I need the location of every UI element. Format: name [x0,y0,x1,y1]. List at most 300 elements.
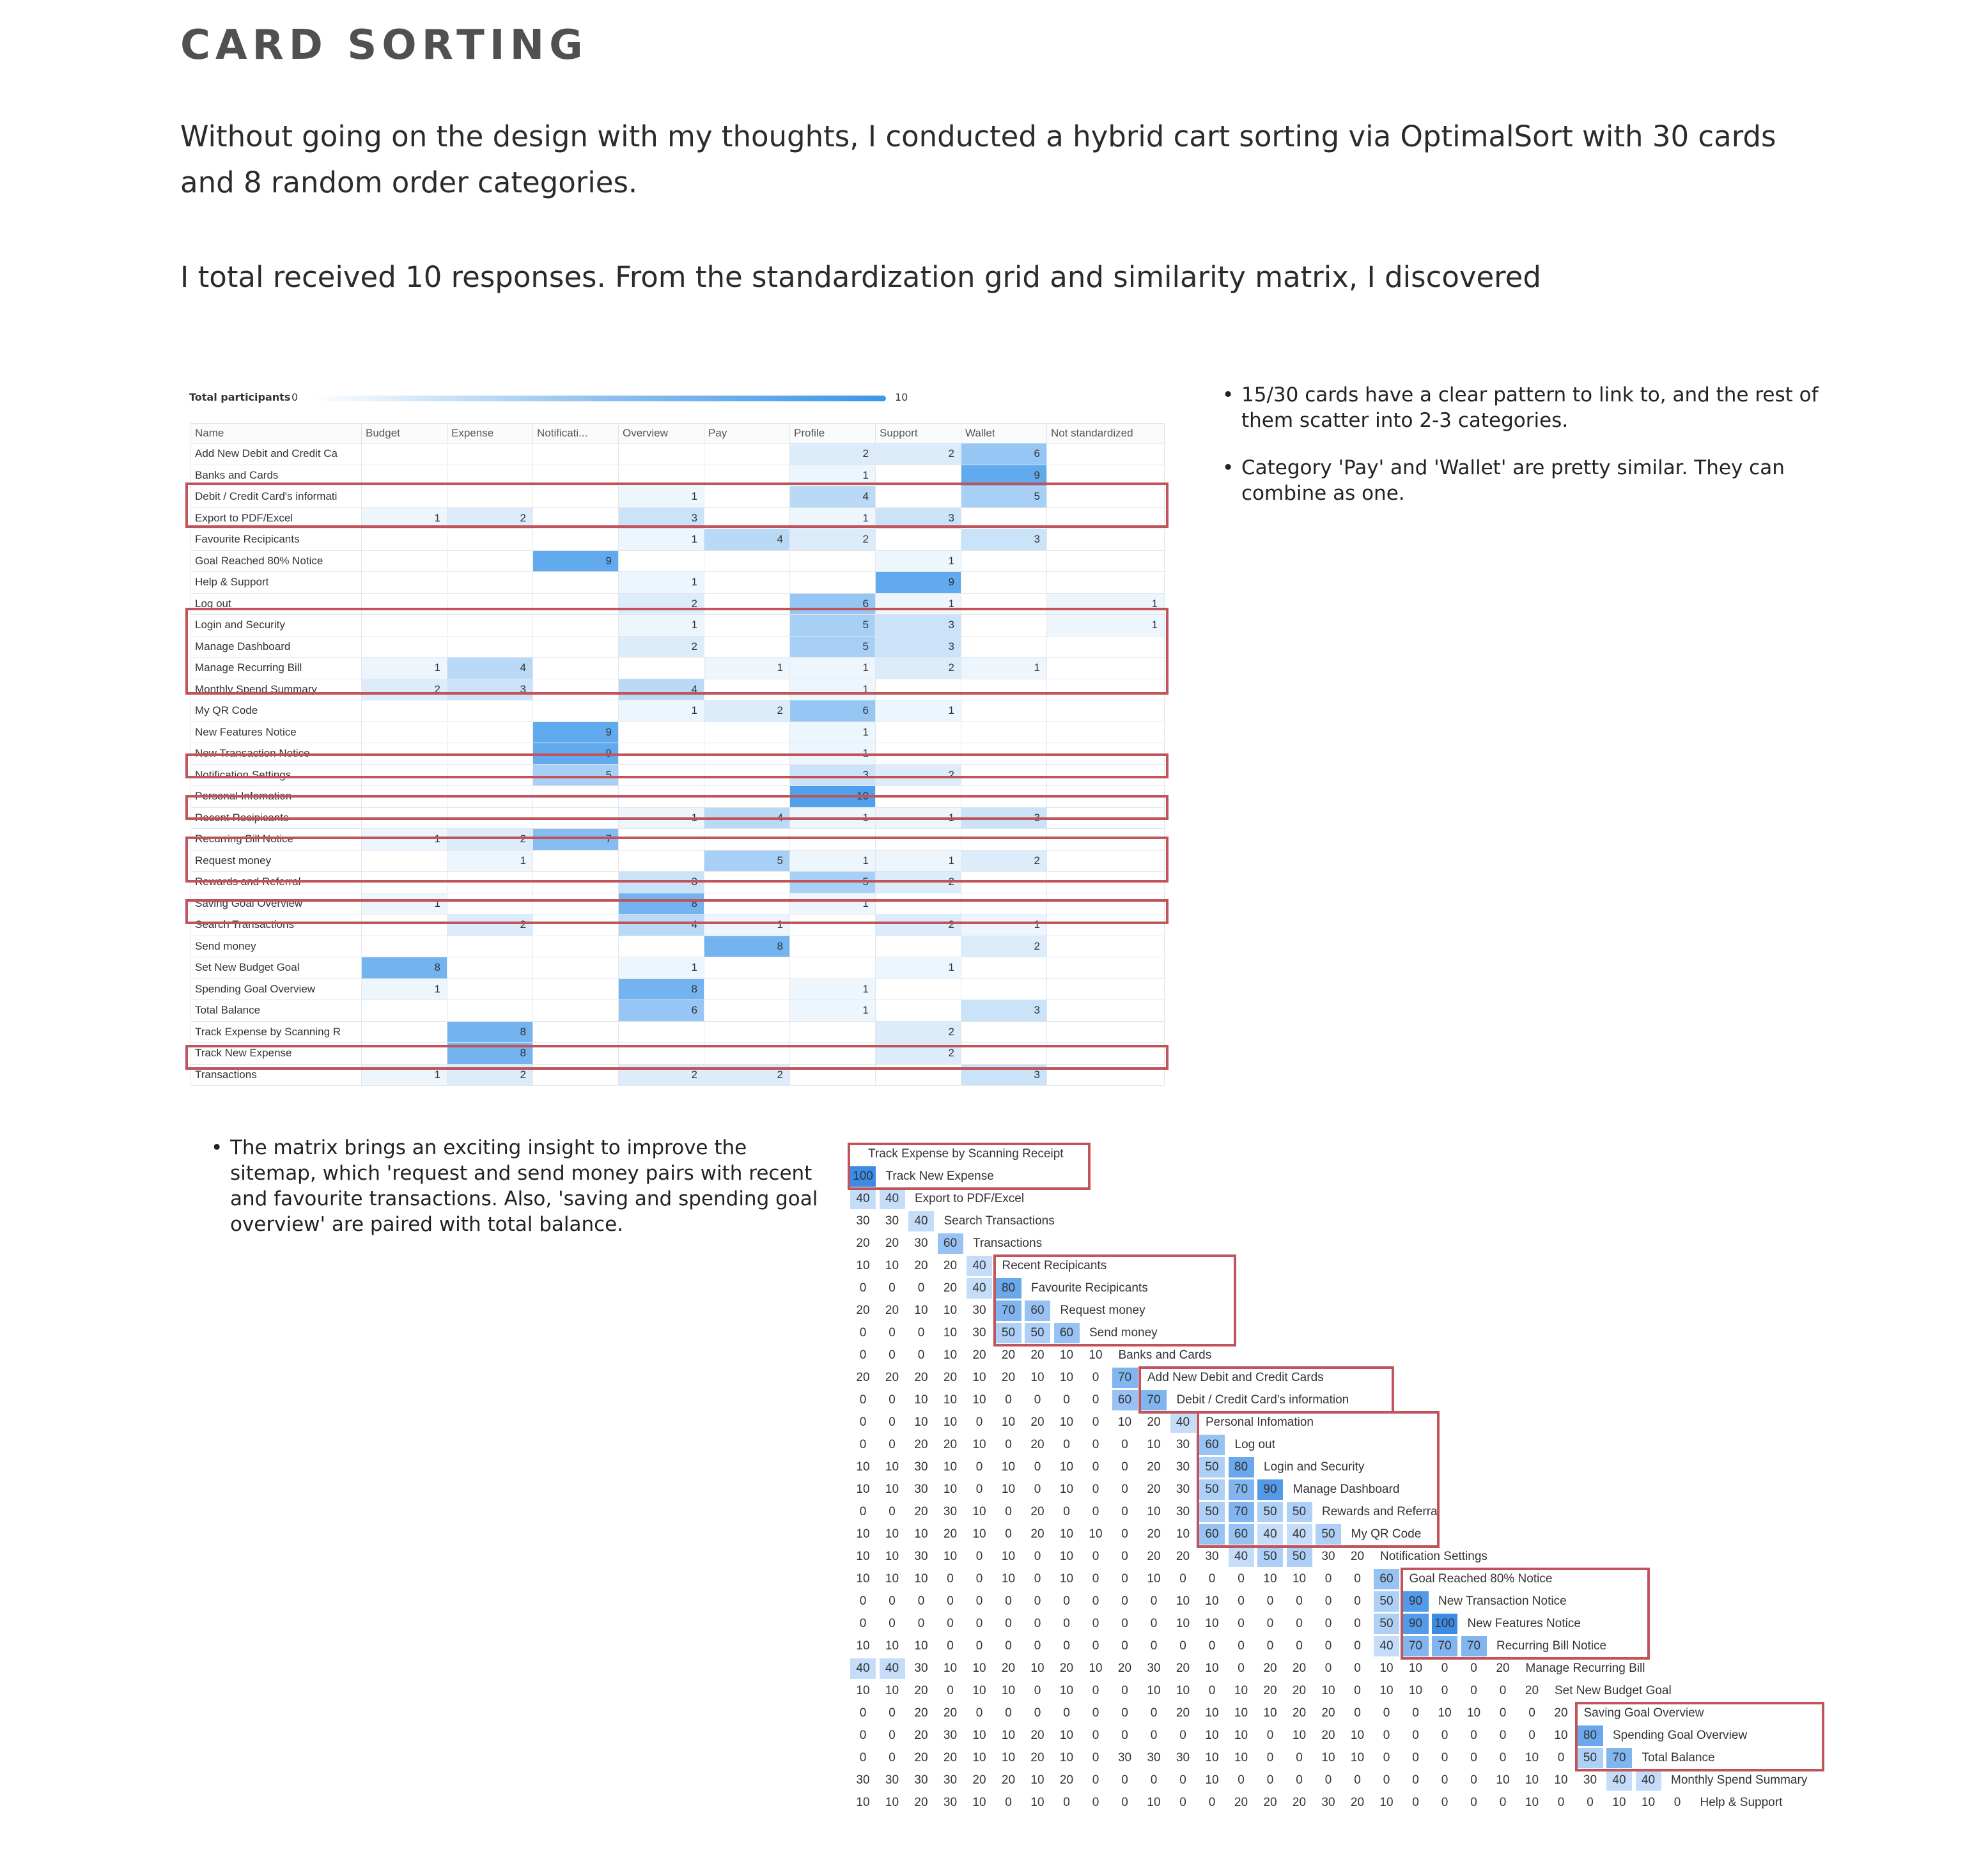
matrix-row-label: Help & Support [1700,1796,1783,1809]
grid-cell: 1 [619,700,704,722]
matrix-cell: 20 [1321,1729,1335,1742]
matrix-cell: 10 [1059,1572,1074,1586]
matrix-cell: 30 [1205,1550,1219,1563]
matrix-cell: 0 [1499,1706,1507,1720]
matrix-cell: 10 [972,1527,986,1541]
matrix-cell: 30 [1117,1751,1132,1764]
grid-row [191,1021,1165,1043]
grid-cell [533,615,619,637]
matrix-cell: 30 [914,1483,928,1496]
matrix-cell: 10 [1292,1572,1307,1586]
grid-cell: 1 [704,658,790,679]
matrix-cell: 40 [1170,1412,1196,1433]
grid-cell [961,572,1047,594]
grid-row [191,465,1165,486]
grid-cell [362,444,447,465]
matrix-cell: 0 [889,1594,896,1608]
matrix-cell: 0 [975,1594,983,1608]
matrix-cell: 0 [1499,1729,1507,1742]
matrix-cell: 10 [856,1550,870,1563]
grid-row [191,914,1165,936]
grid-column-header[interactable]: Expense [447,424,533,444]
grid-cell [619,444,704,465]
grid-row [191,743,1165,765]
grid-cell: 9 [533,550,619,572]
matrix-cell: 0 [1034,1617,1041,1630]
matrix-cell: 10 [1147,1796,1161,1809]
grid-cell [1047,529,1165,551]
grid-cell: 1 [876,807,961,829]
matrix-row-label: Log out [1234,1438,1275,1451]
grid-cell: 7 [533,829,619,851]
grid-cell: 3 [876,615,961,637]
grid-card-name: New Transaction Notice [191,743,362,765]
grid-cell: 1 [362,829,447,851]
matrix-cell: 20 [1147,1460,1161,1474]
matrix-cell: 10 [1321,1751,1335,1764]
matrix-cell: 0 [1499,1684,1507,1697]
grid-cell [447,486,533,508]
matrix-cell: 0 [1441,1751,1448,1764]
grid-cell: 8 [447,1043,533,1065]
matrix-cell: 0 [1383,1773,1390,1787]
grid-column-header[interactable]: Name [191,424,362,444]
grid-cell [961,786,1047,808]
grid-cell: 1 [961,658,1047,679]
matrix-cell: 20 [1350,1796,1365,1809]
grid-cell [704,743,790,765]
matrix-cell: 10 [914,1393,928,1407]
grid-cell [961,679,1047,700]
matrix-cell: 10 [1612,1796,1626,1809]
matrix-cell: 0 [1441,1773,1448,1787]
matrix-cell: 60 [1054,1323,1080,1343]
insight-item: • Category 'Pay' and 'Wallet' are pretty similar. They can combine as one. [1222,455,1861,506]
matrix-cell: 100 [850,1166,876,1187]
matrix-cell: 40 [1229,1547,1254,1567]
grid-row [191,893,1165,914]
matrix-cell: 30 [1147,1662,1161,1675]
grid-cell: 9 [961,465,1047,486]
matrix-cell: 10 [1234,1751,1248,1764]
grid-cell: 4 [447,658,533,679]
matrix-cell: 10 [1059,1483,1074,1496]
matrix-cell: 10 [885,1550,899,1563]
grid-cell: 9 [533,722,619,743]
grid-cell [447,807,533,829]
matrix-cell: 0 [1266,1729,1274,1742]
matrix-cell: 0 [1354,1773,1361,1787]
matrix-cell: 10 [1205,1594,1219,1608]
matrix-cell: 0 [889,1729,896,1742]
grid-cell [1047,658,1165,679]
matrix-cell: 30 [914,1550,928,1563]
matrix-cell: 10 [1001,1460,1016,1474]
matrix-cell: 10 [1525,1751,1539,1764]
grid-cell [1047,1043,1165,1065]
matrix-cell: 10 [1292,1729,1307,1742]
matrix-cell: 10 [1350,1729,1365,1742]
matrix-row-label: Favourite Recipicants [1031,1281,1148,1295]
matrix-cell: 0 [1324,1662,1332,1675]
matrix-cell: 30 [856,1773,870,1787]
matrix-cell: 10 [885,1684,899,1697]
matrix-cell: 10 [1059,1527,1074,1541]
grid-column-header[interactable]: Profile [790,424,876,444]
grid-cell: 3 [447,679,533,700]
grid-cell [362,465,447,486]
grid-cell: 1 [619,529,704,551]
matrix-cell: 30 [1321,1550,1335,1563]
matrix-cell: 10 [856,1684,870,1697]
matrix-cell: 70 [1461,1636,1487,1656]
grid-column-header[interactable]: Wallet [961,424,1047,444]
grid-cell [533,636,619,658]
matrix-cell: 0 [889,1393,896,1407]
grid-cell: 1 [876,593,961,615]
matrix-row-label: Notification Settings [1380,1550,1487,1563]
grid-cell [447,572,533,594]
matrix-cell: 0 [947,1684,954,1697]
matrix-cell: 40 [850,1189,876,1209]
matrix-cell: 10 [1089,1527,1103,1541]
grid-row [191,1000,1165,1022]
matrix-cell: 90 [1403,1614,1429,1634]
matrix-cell: 0 [1441,1684,1448,1697]
matrix-cell: 0 [1324,1773,1332,1787]
grid-cell: 5 [790,636,876,658]
matrix-cell: 20 [885,1237,899,1250]
matrix-cell: 0 [1266,1594,1274,1608]
grid-cell [704,507,790,529]
grid-cell [790,914,876,936]
page-title: CARD SORTING [180,22,588,69]
matrix-cell: 10 [1059,1729,1074,1742]
matrix-cell: 0 [889,1505,896,1518]
grid-cell [1047,679,1165,700]
grid-cell: 8 [447,1021,533,1043]
grid-cell [704,636,790,658]
grid-cell [533,658,619,679]
matrix-cell: 0 [1121,1594,1128,1608]
matrix-cell: 0 [1063,1505,1070,1518]
grid-cell [362,529,447,551]
similarity-matrix [850,1144,1841,1815]
matrix-cell: 0 [1034,1639,1041,1653]
grid-cell [876,1064,961,1086]
grid-card-name: Export to PDF/Excel [191,507,362,529]
matrix-cell: 10 [972,1796,986,1809]
grid-row [191,764,1165,786]
grid-header-row [191,424,1165,444]
matrix-cell: 20 [914,1259,928,1272]
matrix-cell: 20 [1030,1527,1044,1541]
matrix-row-label: Manage Dashboard [1293,1483,1400,1496]
grid-cell: 2 [876,914,961,936]
grid-column-header[interactable]: Budget [362,424,447,444]
matrix-cell: 10 [1379,1662,1394,1675]
grid-cell: 3 [790,764,876,786]
matrix-cell: 40 [967,1256,992,1276]
matrix-cell: 20 [1176,1550,1190,1563]
matrix-cell: 20 [914,1684,928,1697]
matrix-cell: 0 [1324,1594,1332,1608]
grid-cell: 2 [876,444,961,465]
grid-cell [533,679,619,700]
matrix-cell: 40 [967,1278,992,1299]
grid-cell [961,636,1047,658]
matrix-cell: 0 [1092,1796,1099,1809]
matrix-cell: 0 [1034,1393,1041,1407]
matrix-cell: 10 [1001,1572,1016,1586]
grid-column-header[interactable]: Support [876,424,961,444]
matrix-cell: 0 [1150,1729,1158,1742]
matrix-cell: 20 [914,1371,928,1384]
matrix-cell: 0 [1005,1617,1012,1630]
grid-card-name: Track New Expense [191,1043,362,1065]
matrix-cell: 10 [1496,1773,1510,1787]
matrix-cell: 20 [972,1773,986,1787]
matrix-cell: 20 [1030,1416,1044,1429]
grid-cell [619,1043,704,1065]
grid-cell [447,444,533,465]
grid-cell [362,764,447,786]
grid-cell: 2 [790,444,876,465]
grid-cell: 5 [961,486,1047,508]
matrix-cell: 10 [856,1572,870,1586]
matrix-cell: 0 [1296,1751,1303,1764]
grid-row [191,872,1165,893]
grid-column-header[interactable]: Overview [619,424,704,444]
matrix-cell: 0 [975,1617,983,1630]
matrix-cell: 0 [975,1639,983,1653]
grid-cell [533,807,619,829]
matrix-row-label: Track Expense by Scanning Receipt [868,1147,1064,1161]
matrix-cell: 80 [1229,1457,1254,1478]
grid-cell [533,1000,619,1022]
grid-cell [447,936,533,957]
grid-column-header[interactable]: Notificati... [533,424,619,444]
matrix-cell: 10 [856,1259,870,1272]
matrix-cell: 70 [1229,1479,1254,1500]
grid-cell [1047,486,1165,508]
grid-card-name: Saving Goal Overview [191,893,362,914]
grid-cell: 2 [447,914,533,936]
matrix-cell: 0 [859,1416,867,1429]
matrix-cell: 10 [972,1371,986,1384]
matrix-cell: 30 [1583,1773,1597,1787]
matrix-cell: 0 [947,1639,954,1653]
grid-card-name: Manage Recurring Bill [191,658,362,679]
matrix-cell: 0 [975,1550,983,1563]
grid-card-name: Track Expense by Scanning R [191,1021,362,1043]
matrix-cell: 0 [1121,1483,1128,1496]
grid-cell [362,850,447,872]
grid-cell [1047,786,1165,808]
matrix-cell: 20 [1554,1706,1568,1720]
matrix-cell: 0 [889,1281,896,1295]
grid-cell: 3 [876,636,961,658]
grid-cell [1047,700,1165,722]
grid-cell: 1 [1047,615,1165,637]
matrix-cell: 30 [914,1773,928,1787]
grid-cell [961,700,1047,722]
matrix-cell: 0 [1208,1572,1216,1586]
matrix-cell: 10 [1147,1572,1161,1586]
matrix-row-label: Personal Infomation [1206,1416,1314,1429]
matrix-row-label: Transactions [973,1237,1043,1250]
matrix-cell: 20 [914,1438,928,1451]
grid-cell [704,1021,790,1043]
matrix-cell: 30 [972,1326,986,1339]
matrix-cell: 0 [1121,1572,1128,1586]
matrix-cell: 40 [880,1658,905,1679]
matrix-cell: 10 [1176,1594,1190,1608]
grid-card-name: Add New Debit and Credit Ca [191,444,362,465]
grid-cell [619,722,704,743]
grid-cell [533,700,619,722]
matrix-cell: 50 [1199,1479,1225,1500]
matrix-cell: 0 [1121,1706,1128,1720]
matrix-cell: 0 [1092,1729,1099,1742]
matrix-cell: 70 [1229,1502,1254,1522]
grid-card-name: Banks and Cards [191,465,362,486]
matrix-cell: 20 [1001,1371,1016,1384]
grid-cell [876,529,961,551]
matrix-cell: 0 [1121,1773,1128,1787]
grid-row [191,486,1165,508]
matrix-cell: 0 [1034,1684,1041,1697]
matrix-cell: 0 [1266,1773,1274,1787]
matrix-cell: 0 [975,1460,983,1474]
grid-cell [533,572,619,594]
matrix-cell: 50 [1374,1591,1399,1612]
grid-cell: 1 [704,914,790,936]
matrix-row-label: My QR Code [1351,1527,1422,1541]
matrix-cell: 80 [996,1278,1021,1299]
grid-cell [447,786,533,808]
grid-cell: 1 [619,957,704,979]
grid-card-name: Request money [191,850,362,872]
matrix-cell: 10 [885,1460,899,1474]
matrix-cell: 0 [1296,1617,1303,1630]
matrix-cell: 20 [856,1304,870,1317]
matrix-cell: 0 [889,1617,896,1630]
matrix-cell: 0 [1063,1393,1070,1407]
grid-cell [876,1000,961,1022]
matrix-row-label: Banks and Cards [1118,1348,1212,1362]
matrix-cell: 40 [1606,1770,1632,1791]
matrix-cell: 0 [1354,1684,1361,1697]
matrix-cell: 0 [1121,1639,1128,1653]
matrix-cell: 0 [1005,1393,1012,1407]
matrix-cell: 10 [943,1304,958,1317]
grid-card-name: Help & Support [191,572,362,594]
matrix-cell: 30 [856,1214,870,1228]
matrix-cell: 0 [1470,1773,1477,1787]
matrix-cell: 0 [1179,1729,1186,1742]
grid-cell [704,1000,790,1022]
matrix-cell: 0 [1383,1751,1390,1764]
grid-cell [1047,936,1165,957]
responses-paragraph: I total received 10 responses. From the standardization grid and similarity matrix, I discovered [180,260,1541,294]
matrix-cell: 0 [1354,1639,1361,1653]
grid-column-header[interactable]: Pay [704,424,790,444]
matrix-cell: 0 [1150,1639,1158,1653]
matrix-cell: 10 [1059,1751,1074,1764]
grid-column-header[interactable]: Not standardized [1047,424,1165,444]
matrix-cell: 20 [1059,1773,1074,1787]
matrix-cell: 0 [1005,1505,1012,1518]
matrix-cell: 0 [859,1617,867,1630]
matrix-cell: 10 [1117,1416,1132,1429]
grid-cell [704,572,790,594]
grid-cell: 4 [619,914,704,936]
grid-cell [362,1043,447,1065]
grid-cell: 6 [619,1000,704,1022]
grid-cell [619,764,704,786]
matrix-cell: 0 [1238,1773,1245,1787]
grid-card-name: Rewards and Referral [191,872,362,893]
grid-cell: 2 [876,872,961,893]
matrix-cell: 20 [1030,1729,1044,1742]
matrix-cell: 0 [1063,1706,1070,1720]
matrix-cell: 0 [1092,1572,1099,1586]
grid-cell [790,572,876,594]
matrix-cell: 10 [1059,1684,1074,1697]
matrix-cell: 20 [1030,1348,1044,1362]
matrix-cell: 10 [885,1639,899,1653]
matrix-cell: 10 [1001,1550,1016,1563]
matrix-cell: 30 [1176,1438,1190,1451]
matrix-cell: 20 [914,1796,928,1809]
grid-cell [619,465,704,486]
matrix-cell: 50 [1287,1547,1312,1567]
grid-cell [1047,1064,1165,1086]
matrix-cell: 0 [1587,1796,1594,1809]
grid-card-name: Send money [191,936,362,957]
matrix-cell: 10 [1001,1751,1016,1764]
matrix-cell: 0 [859,1594,867,1608]
matrix-cell: 20 [1176,1662,1190,1675]
grid-cell [447,615,533,637]
matrix-cell: 40 [1374,1636,1399,1656]
matrix-insight-list [211,1135,818,1259]
matrix-cell: 30 [1176,1460,1190,1474]
grid-cell [876,722,961,743]
grid-table [190,423,1165,1086]
grid-cell: 1 [447,850,533,872]
grid-cell [790,1043,876,1065]
matrix-cell: 0 [1412,1751,1419,1764]
matrix-row-label: New Features Notice [1467,1617,1581,1630]
grid-cell [447,722,533,743]
matrix-cell: 10 [1059,1348,1074,1362]
matrix-cell: 0 [1324,1617,1332,1630]
grid-cell [447,893,533,914]
grid-cell [447,1000,533,1022]
matrix-cell: 10 [1059,1550,1074,1563]
grid-cell: 5 [790,615,876,637]
matrix-cell: 0 [1354,1662,1361,1675]
grid-cell [362,572,447,594]
grid-cell [1047,743,1165,765]
grid-cell [362,700,447,722]
grid-cell [961,743,1047,765]
matrix-cell: 0 [947,1594,954,1608]
grid-row [191,722,1165,743]
matrix-cell: 10 [1525,1796,1539,1809]
